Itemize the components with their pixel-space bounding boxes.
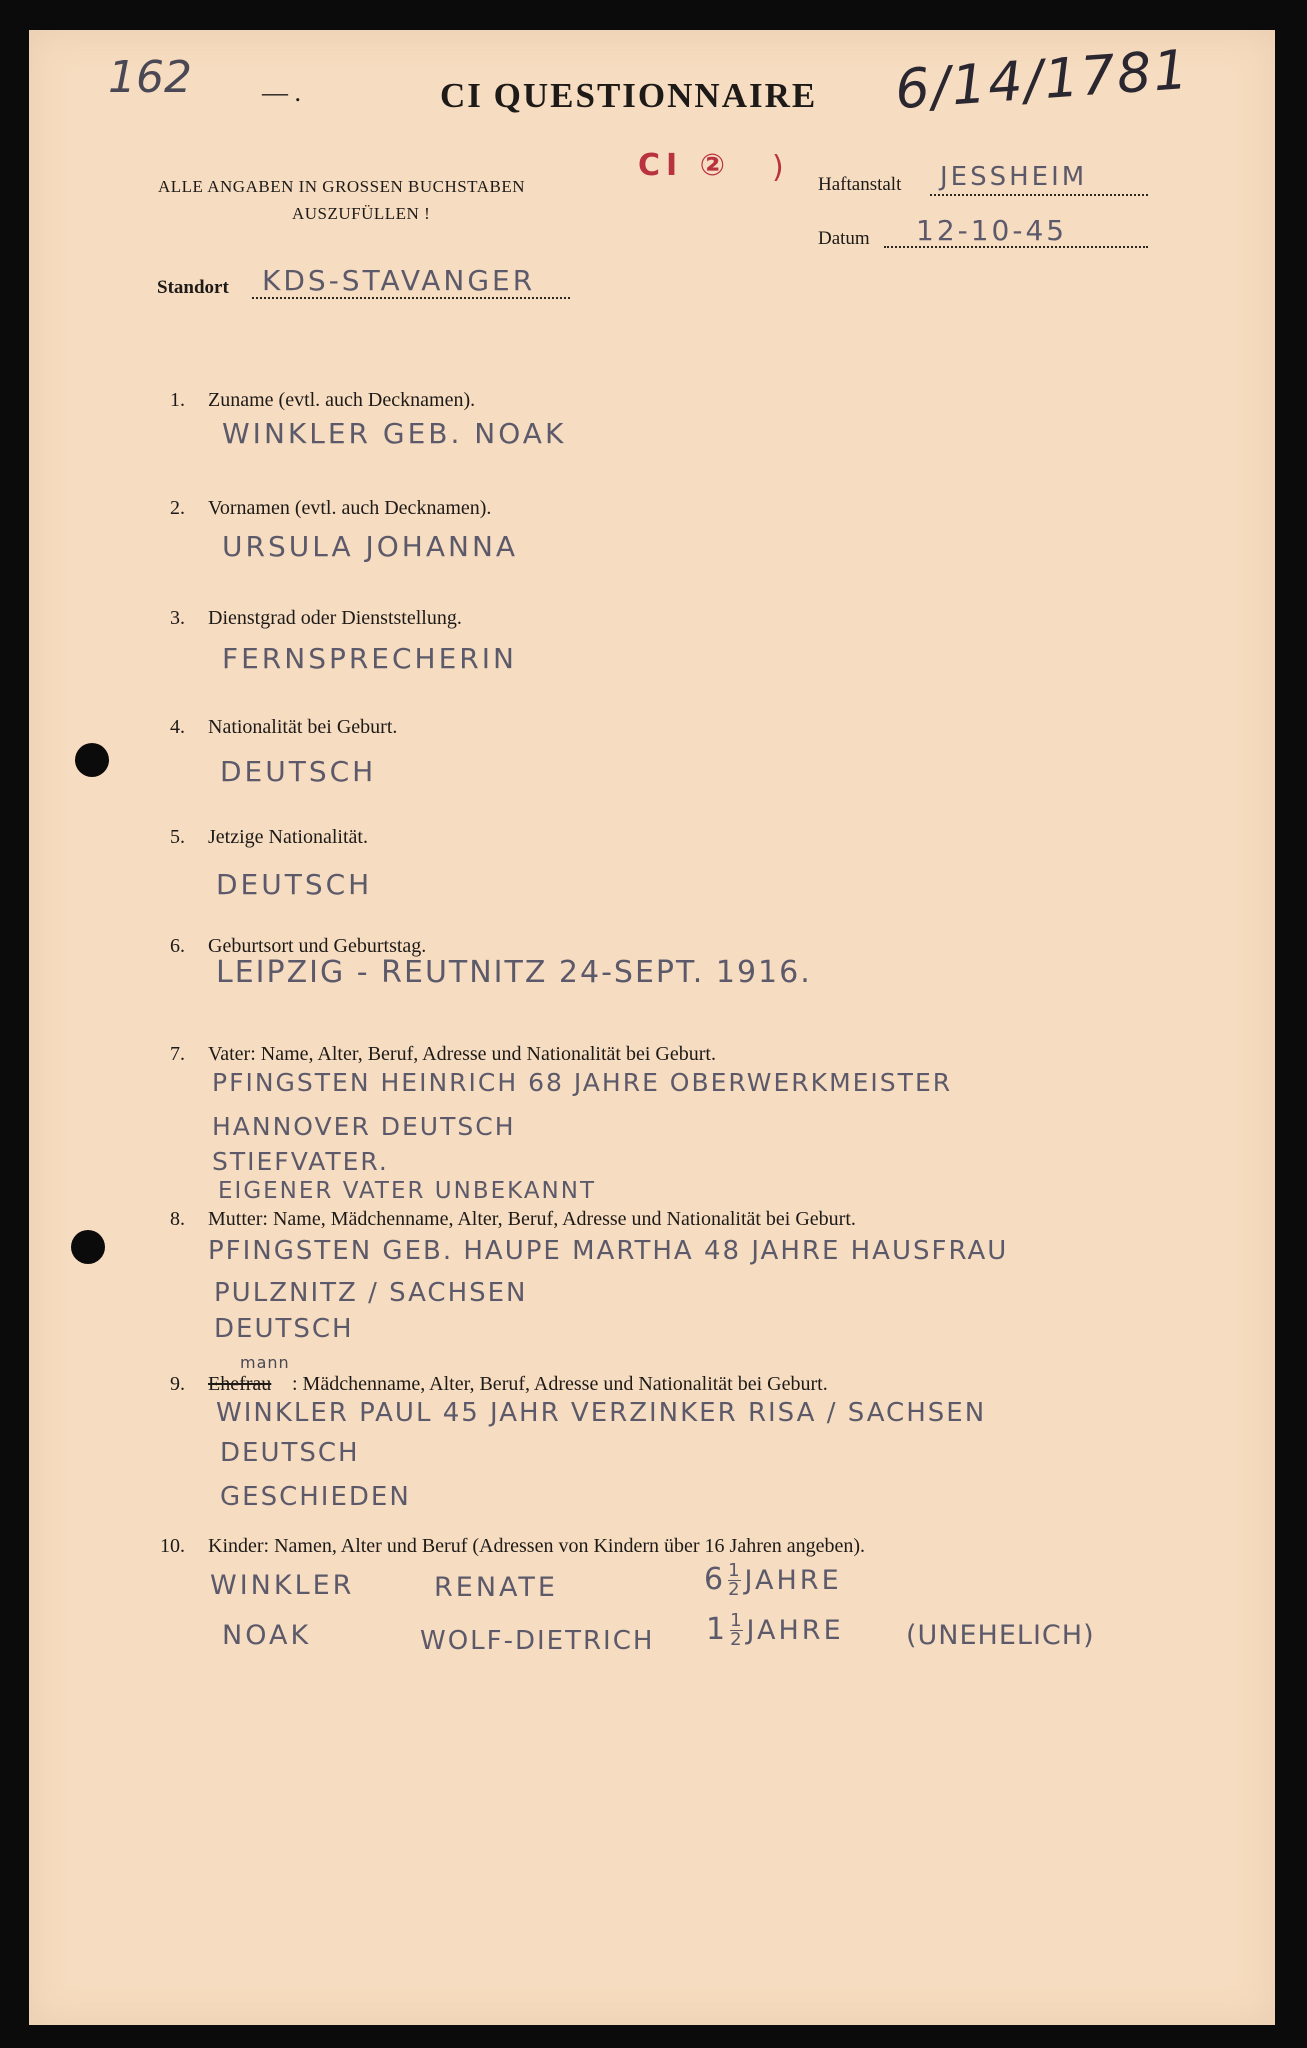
haftanstalt-line [930, 194, 1148, 196]
answer-line: DEUTSCH [214, 1314, 354, 1344]
stamp-tick: ) [772, 150, 790, 185]
question-label: Dienstgrad oder Dienststellung. [208, 607, 462, 629]
corner-dash: — . [262, 78, 301, 107]
question-label: Vater: Name, Alter, Beruf, Adresse und Nationalität bei Geburt. [208, 1043, 716, 1065]
question-number: 3. [170, 607, 185, 629]
fraction [728, 1562, 740, 1599]
question-label: : Mädchenname, Alter, Beruf, Adresse und Nationalität bei Geburt. [292, 1373, 828, 1395]
question-number: 4. [170, 716, 185, 738]
answer-line: GESCHIEDEN [220, 1482, 411, 1512]
answer-line: WINKLER GEB. NOAK [222, 417, 567, 450]
question-label: Geburtsort und Geburtstag. [208, 935, 427, 957]
standort-line [252, 297, 570, 299]
answer-line: EIGENER VATER UNBEKANNT [218, 1178, 597, 1204]
answer-line: DEUTSCH [220, 755, 377, 788]
answer-line: PFINGSTEN HEINRICH 68 JAHRE OBERWERKMEISTER [212, 1068, 953, 1097]
answer-line: PFINGSTEN GEB. HAUPE MARTHA 48 JAHRE HAUSFRAU [208, 1236, 1009, 1266]
child-surname: WINKLER [210, 1570, 355, 1601]
child-name: WOLF-DIETRICH [420, 1626, 655, 1656]
answer-line: STIEFVATER. [212, 1147, 389, 1176]
instruction-line-1: ALLE ANGABEN IN GROSSEN BUCHSTABEN [158, 177, 525, 196]
question-label: Nationalität bei Geburt. [208, 716, 398, 738]
question-label: Mutter: Name, Mädchenname, Alter, Beruf, Adresse und Nationalität bei Geburt. [208, 1208, 856, 1230]
questionnaire-page [29, 30, 1275, 2025]
question-number: 9. [170, 1373, 185, 1395]
standort-label: Standort [157, 277, 229, 298]
question-number: 6. [170, 935, 185, 957]
question-number: 8. [170, 1208, 185, 1230]
child-surname: NOAK [222, 1620, 312, 1651]
fraction [730, 1612, 742, 1649]
question-number: 5. [170, 826, 185, 848]
question-label: Vornamen (evtl. auch Decknamen). [208, 497, 492, 519]
haftanstalt-value: JESSHEIM [940, 162, 1088, 192]
answer-line: PULZNITZ / SACHSEN [214, 1278, 528, 1308]
child-age [706, 1612, 844, 1649]
fraction-numerator: 1 [728, 1560, 741, 1581]
reference-number: 6/14/1781 [893, 37, 1192, 122]
fraction-denominator: 2 [730, 1629, 743, 1650]
question-number: 1. [170, 389, 185, 411]
haftanstalt-label: Haftanstalt [818, 174, 902, 195]
datum-value: 12-10-45 [916, 214, 1068, 247]
child-age-whole: 1 [706, 1612, 727, 1647]
question-label-struck: Ehefrau [208, 1373, 272, 1395]
datum-label: Datum [818, 228, 870, 249]
answer-line: DEUTSCH [216, 868, 373, 901]
child-age-unit: JAHRE [746, 1615, 844, 1646]
answer-line: DEUTSCH [220, 1438, 360, 1468]
answer-line: URSULA JOHANNA [222, 530, 519, 563]
ci-stamp: CI ② [638, 148, 732, 183]
child-age-unit: JAHRE [744, 1565, 842, 1596]
question-number: 2. [170, 497, 185, 519]
child-note: (UNEHELICH) [906, 1620, 1095, 1651]
punch-hole [71, 1230, 105, 1264]
question-number: 7. [170, 1043, 185, 1065]
answer-line: FERNSPRECHERIN [222, 642, 517, 675]
fraction-denominator: 2 [728, 1579, 741, 1600]
question-number: 10. [160, 1535, 185, 1557]
child-name: RENATE [434, 1572, 558, 1603]
punch-hole [75, 743, 109, 777]
answer-line: HANNOVER DEUTSCH [212, 1112, 516, 1141]
question-label: Kinder: Namen, Alter und Beruf (Adressen von Kindern über 16 Jahren angeben). [208, 1535, 866, 1557]
answer-line: WINKLER PAUL 45 JAHR VERZINKER RISA / SACHSEN [216, 1398, 987, 1428]
label-insert: mann [240, 1353, 290, 1372]
standort-value: KDS-STAVANGER [262, 264, 536, 297]
instruction-line-2: AUSZUFÜLLEN ! [292, 204, 431, 223]
child-age [704, 1562, 842, 1599]
question-label: Jetzige Nationalität. [208, 826, 368, 848]
fraction-numerator: 1 [730, 1610, 743, 1631]
corner-number: 162 [108, 52, 192, 103]
child-age-whole: 6 [704, 1562, 725, 1597]
answer-line: LEIPZIG - REUTNITZ 24-SEPT. 1916. [216, 955, 812, 990]
page-title: CI QUESTIONNAIRE [440, 76, 818, 115]
question-label: Zuname (evtl. auch Decknamen). [208, 389, 476, 411]
